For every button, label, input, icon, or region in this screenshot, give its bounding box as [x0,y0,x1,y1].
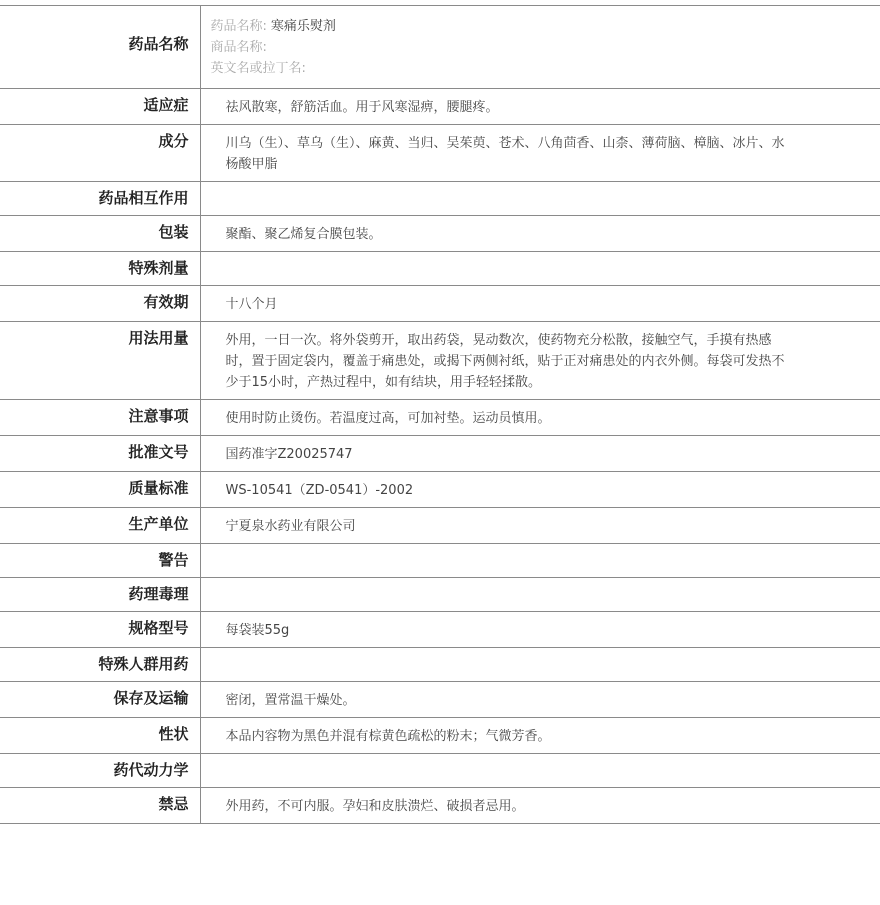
spec-row-label: 成分 [0,125,200,182]
spec-row-value: 川乌（生）、草乌（生）、麻黄、当归、吴茱萸、苍术、八角茴香、山柰、薄荷脑、樟脑、冰片、水杨酸甲脂 [200,125,880,182]
spec-row [0,788,880,824]
spec-row-value: 宁夏泉水药业有限公司 [200,508,880,544]
spec-row-label: 规格型号 [0,612,200,648]
spec-row-value [200,544,880,578]
spec-row [0,612,880,648]
spec-row-label: 药代动力学 [0,754,200,788]
spec-row-value: 外用，一日一次。将外袋剪开，取出药袋，晃动数次，使药物充分松散，接触空气，手摸有热感时，置于固定袋内，覆盖于痛患处，或揭下两侧衬纸，贴于正对痛患处的内衣外侧。每袋可发热不少于15小时，产热过程中，如有结块，用手轻轻揉散。 [200,322,880,400]
spec-row [0,578,880,612]
spec-row-value [200,648,880,682]
spec-row [0,182,880,216]
spec-row-label: 批准文号 [0,436,200,472]
spec-row-label: 特殊剂量 [0,252,200,286]
spec-row-label: 包装 [0,216,200,252]
spec-row-value [200,182,880,216]
spec-row-value: 密闭，置常温干燥处。 [200,682,880,718]
trade-name-line [211,37,871,58]
drug-spec-sheet [0,5,880,824]
spec-row [0,89,880,125]
spec-row [0,754,880,788]
spec-row [0,125,880,182]
spec-row-label: 药理毒理 [0,578,200,612]
spec-row-value: 聚酯、聚乙烯复合膜包装。 [200,216,880,252]
spec-row-label: 药品相互作用 [0,182,200,216]
spec-row-label: 保存及运输 [0,682,200,718]
spec-row [0,508,880,544]
spec-row-label: 注意事项 [0,400,200,436]
spec-row [0,216,880,252]
spec-row-value: 国药准字Z20025747 [200,436,880,472]
spec-row-label: 禁忌 [0,788,200,824]
spec-row [0,436,880,472]
spec-row-value: 外用药，不可内服。孕妇和皮肤溃烂、破损者忌用。 [200,788,880,824]
spec-row [0,286,880,322]
latin-name-line [211,58,871,79]
spec-row-value: WS-10541（ZD-0541）-2002 [200,472,880,508]
drug-spec-table [0,5,880,824]
spec-row-value [200,754,880,788]
generic-name-value: 寒痛乐熨剂 [270,19,336,34]
spec-row-value: 使用时防止烫伤。若温度过高，可加衬垫。运动员慎用。 [200,400,880,436]
latin-name-label: 英文名或拉丁名: [210,61,306,76]
generic-name-line [211,16,871,37]
spec-row [0,544,880,578]
spec-row-label: 生产单位 [0,508,200,544]
spec-row [0,472,880,508]
drug-spec-table-body [0,6,880,824]
spec-row-label: 警告 [0,544,200,578]
spec-row [0,718,880,754]
spec-row [0,322,880,400]
drug-name-row [0,6,880,89]
spec-row [0,400,880,436]
spec-row-value: 本品内容物为黑色并混有棕黄色疏松的粉末；气微芳香。 [200,718,880,754]
drug-name-row-label: 药品名称 [0,6,200,89]
spec-row-label: 质量标准 [0,472,200,508]
spec-row-label: 性状 [0,718,200,754]
spec-row [0,252,880,286]
generic-name-label: 药品名称: [210,19,267,34]
spec-row-label: 有效期 [0,286,200,322]
spec-row-value: 祛风散寒，舒筋活血。用于风寒湿痹，腰腿疼。 [200,89,880,125]
spec-row-value [200,252,880,286]
spec-row-label: 特殊人群用药 [0,648,200,682]
spec-row-label: 用法用量 [0,322,200,400]
spec-row-value: 每袋装55g [200,612,880,648]
drug-name-row-value [200,6,880,89]
spec-row [0,648,880,682]
spec-row-value [200,578,880,612]
spec-row [0,682,880,718]
spec-row-value: 十八个月 [200,286,880,322]
trade-name-label: 商品名称: [210,40,267,55]
spec-row-label: 适应症 [0,89,200,125]
